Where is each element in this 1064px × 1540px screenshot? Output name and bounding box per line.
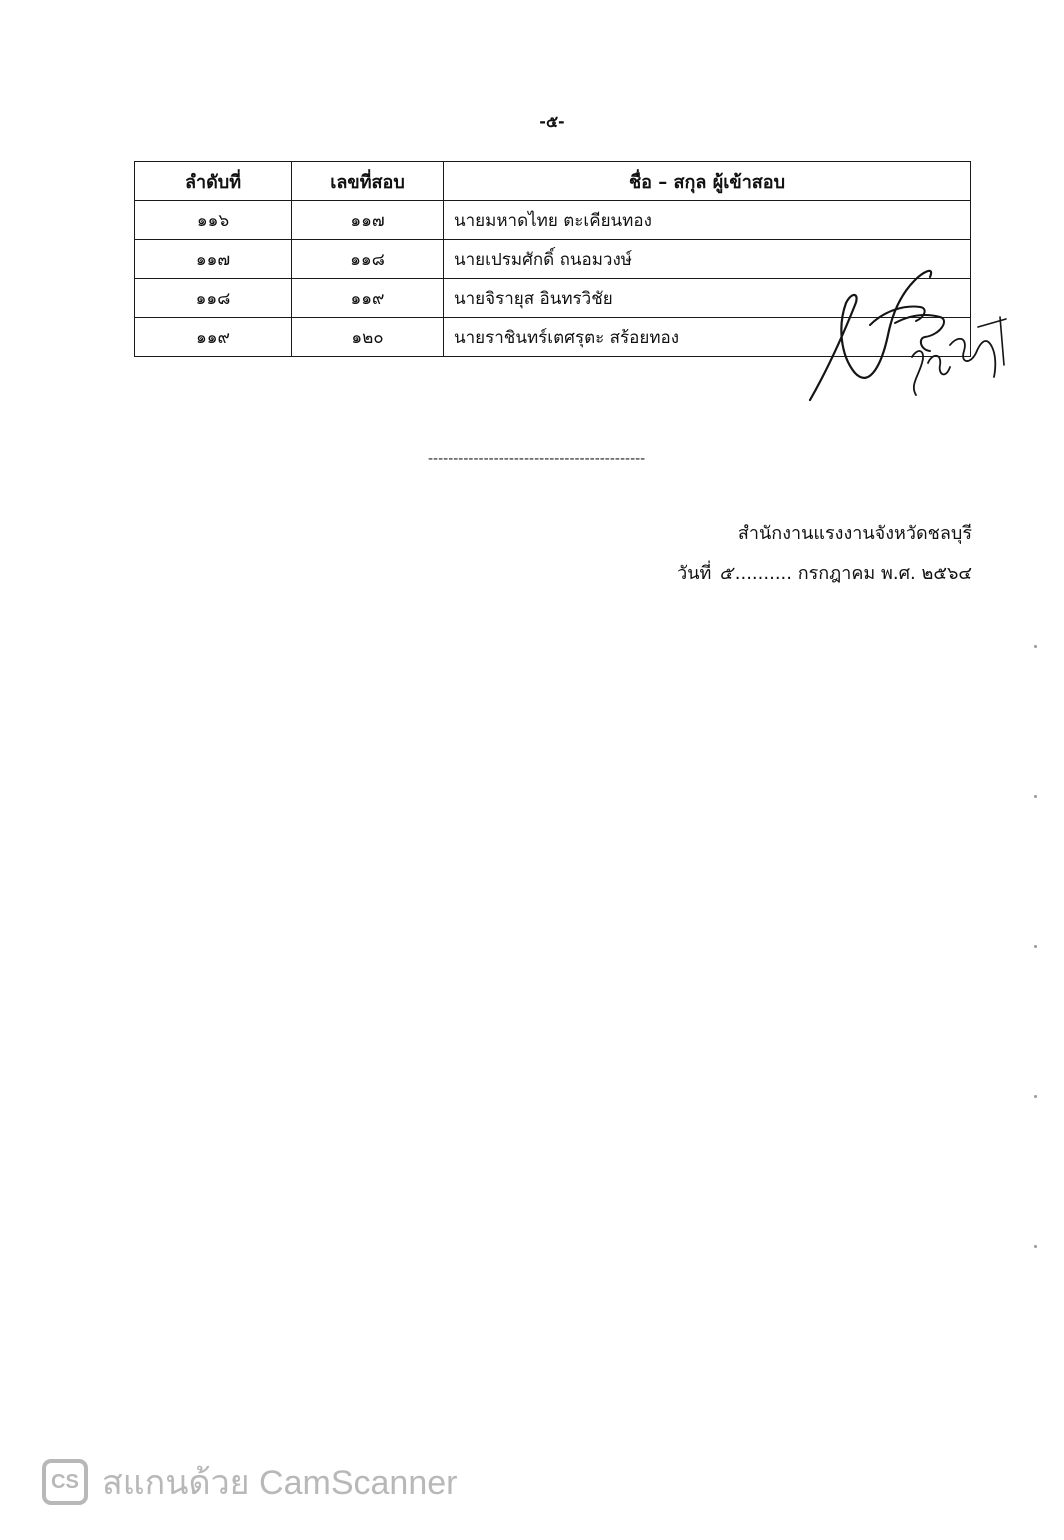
date-day-handwritten: ๕	[719, 563, 733, 584]
sequence-cell: ๑๑๘	[135, 279, 292, 318]
table-header-row	[135, 162, 971, 201]
header-exam-number: เลขที่สอบ	[292, 162, 444, 201]
handwritten-signature	[800, 255, 1020, 415]
camscanner-logo-icon: CS	[42, 1459, 88, 1505]
name-cell: นายเปรมศักดิ์ ถนอมวงษ์	[444, 240, 971, 279]
camscanner-watermark	[42, 1455, 457, 1509]
exam-number-cell: ๑๒๐	[292, 318, 444, 357]
sequence-cell: ๑๑๗	[135, 240, 292, 279]
table-row	[135, 201, 971, 240]
header-sequence: ลำดับที่	[135, 162, 292, 201]
date-prefix: วันที่	[677, 563, 712, 584]
scan-speck	[1034, 795, 1037, 798]
scan-speck	[1034, 645, 1037, 648]
name-cell: นายมหาดไทย ตะเคียนทอง	[444, 201, 971, 240]
sequence-cell: ๑๑๙	[135, 318, 292, 357]
issue-date	[677, 558, 972, 587]
end-divider: -------------------------------------------	[428, 451, 646, 467]
header-full-name: ชื่อ – สกุล ผู้เข้าสอบ	[444, 162, 971, 201]
exam-number-cell: ๑๑๙	[292, 279, 444, 318]
page-number: -๕-	[539, 112, 565, 131]
sequence-cell: ๑๑๖	[135, 201, 292, 240]
exam-number-cell: ๑๑๗	[292, 201, 444, 240]
exam-number-cell: ๑๑๘	[292, 240, 444, 279]
watermark-text: สแกนด้วย CamScanner	[102, 1464, 458, 1502]
issuing-office: สำนักงานแรงงานจังหวัดชลบุรี	[737, 523, 972, 544]
scan-speck	[1034, 1245, 1037, 1248]
scan-speck	[1034, 1095, 1037, 1098]
scan-speck	[1034, 945, 1037, 948]
name-cell: นายจิรายุส อินทรวิชัย	[444, 279, 971, 318]
date-month-year: กรกฎาคม พ.ศ. ๒๕๖๔	[797, 563, 972, 584]
date-dots: ..........	[734, 563, 792, 584]
name-cell: นายราชินทร์เตศรุตะ สร้อยทอง	[444, 318, 971, 357]
